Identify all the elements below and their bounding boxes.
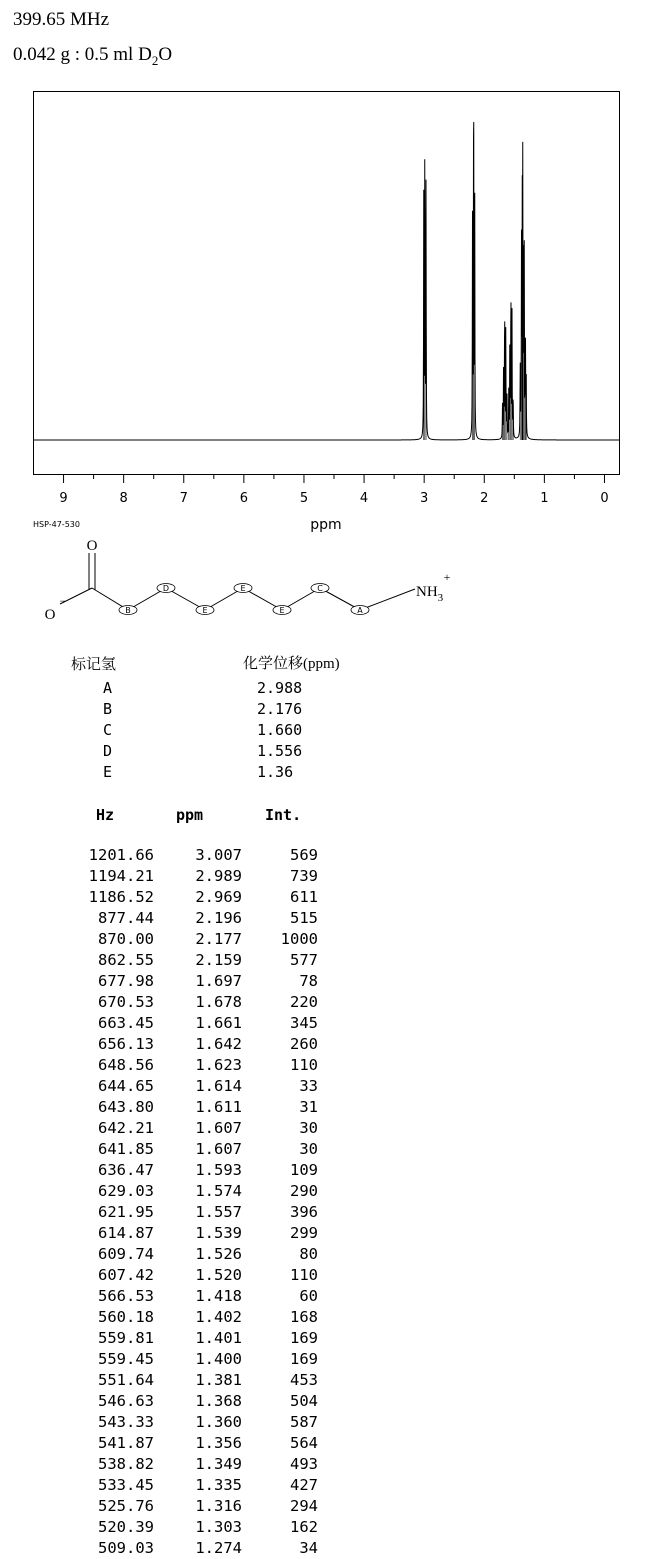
peak-int: 80 xyxy=(299,1245,318,1263)
peak-row xyxy=(0,1539,330,1559)
peak-hz: 636.47 xyxy=(98,1161,154,1179)
peak-ppm: 1.539 xyxy=(195,1224,242,1242)
x-tick-label: 2 xyxy=(480,491,489,506)
peak-ppm: 1.274 xyxy=(195,1539,242,1557)
peak-int: 504 xyxy=(290,1392,318,1410)
peak-int: 31 xyxy=(299,1098,318,1116)
sample-suffix: O xyxy=(158,44,173,65)
sample-subscript: 2 xyxy=(151,52,159,68)
peak-ppm: 2.159 xyxy=(195,951,242,969)
carbon-labels xyxy=(119,584,369,616)
peak-row xyxy=(0,909,330,929)
peak-row xyxy=(0,1371,330,1391)
peak-hz: 1194.21 xyxy=(88,867,154,885)
peak-row xyxy=(0,1224,330,1244)
peak-row xyxy=(0,1056,330,1076)
peak-ppm: 3.007 xyxy=(195,846,242,864)
peak-int: 294 xyxy=(290,1497,318,1515)
peak-int: 290 xyxy=(290,1182,318,1200)
peak-hz: 520.39 xyxy=(98,1518,154,1536)
peak-int: 110 xyxy=(290,1266,318,1284)
peak-ppm: 1.642 xyxy=(195,1035,242,1053)
peak-row xyxy=(0,1350,330,1370)
peak-row xyxy=(0,1434,330,1454)
peak-row xyxy=(0,1077,330,1097)
carbon-label: E xyxy=(279,606,285,615)
peak-ppm: 1.381 xyxy=(195,1371,242,1389)
peak-ppm: 1.611 xyxy=(195,1098,242,1116)
peak-row xyxy=(0,1476,330,1496)
peak-int: 33 xyxy=(299,1077,318,1095)
peak-int: 1000 xyxy=(280,930,318,948)
peak-hz: 559.45 xyxy=(98,1350,154,1368)
assignment-shift: 2.988 xyxy=(257,679,303,697)
peak-hz: 533.45 xyxy=(98,1476,154,1494)
peak-int: 220 xyxy=(290,993,318,1011)
peak-row xyxy=(0,867,330,887)
peak-int: 110 xyxy=(290,1056,318,1074)
x-tick-label: 4 xyxy=(359,491,369,506)
peak-ppm: 1.697 xyxy=(195,972,242,990)
peak-ppm: 1.335 xyxy=(195,1476,242,1494)
peak-ppm: 1.623 xyxy=(195,1056,242,1074)
peak-int: 169 xyxy=(290,1350,318,1368)
peak-int: 396 xyxy=(290,1203,318,1221)
peak-int: 30 xyxy=(299,1140,318,1158)
peak-hz: 543.33 xyxy=(98,1413,154,1431)
peak-hz: 541.87 xyxy=(98,1434,154,1452)
peak-ppm: 1.349 xyxy=(195,1455,242,1473)
peak-ppm: 1.607 xyxy=(195,1140,242,1158)
x-tick-label: 5 xyxy=(299,491,309,506)
peak-ppm: 1.574 xyxy=(195,1182,242,1200)
peak-ppm: 1.418 xyxy=(195,1287,242,1305)
peak-ppm: 1.557 xyxy=(195,1203,242,1221)
spectrometer-frequency: 399.65 MHz xyxy=(13,9,110,30)
peak-ppm: 1.368 xyxy=(195,1392,242,1410)
assignment-header-hydrogen: 标记氢 xyxy=(71,657,117,673)
peak-ppm: 2.989 xyxy=(195,867,242,885)
carbon-label: D xyxy=(162,584,170,593)
carboxylate-oxygen: O xyxy=(44,607,56,623)
peak-hz: 1201.66 xyxy=(88,846,154,864)
peak-row xyxy=(0,1161,330,1181)
x-tick-label: 1 xyxy=(540,491,549,506)
carbon-label: B xyxy=(125,606,131,615)
peak-row xyxy=(0,1014,330,1034)
assignment-label: C xyxy=(103,721,113,739)
assignment-label: E xyxy=(103,763,113,781)
peak-ppm: 1.356 xyxy=(195,1434,242,1452)
peak-row xyxy=(0,1329,330,1349)
ammonium-nh: NH xyxy=(416,584,438,600)
peak-row xyxy=(0,1455,330,1475)
peak-ppm: 1.402 xyxy=(195,1308,242,1326)
peak-int: 168 xyxy=(290,1308,318,1326)
x-tick-label: 8 xyxy=(119,491,128,506)
peak-hz: 525.76 xyxy=(98,1497,154,1515)
peak-hz: 559.81 xyxy=(98,1329,154,1347)
assignment-header-shift: 化学位移(ppm) xyxy=(243,656,340,672)
peak-row xyxy=(0,1035,330,1055)
x-axis xyxy=(59,475,608,507)
peak-int: 515 xyxy=(290,909,318,927)
peak-int: 30 xyxy=(299,1119,318,1137)
positive-charge: + xyxy=(443,570,451,584)
peak-row xyxy=(0,846,330,866)
peak-int: 169 xyxy=(290,1329,318,1347)
assignment-shift: 2.176 xyxy=(257,700,303,718)
peak-int: 34 xyxy=(299,1539,318,1557)
peak-ppm: 1.678 xyxy=(195,993,242,1011)
peak-int: 345 xyxy=(290,1014,318,1032)
peak-ppm: 1.401 xyxy=(195,1329,242,1347)
peak-row xyxy=(0,1287,330,1307)
peak-row xyxy=(0,1140,330,1160)
peak-row xyxy=(0,1245,330,1265)
peak-row xyxy=(0,1203,330,1223)
peak-hz: 546.63 xyxy=(98,1392,154,1410)
peak-row xyxy=(0,951,330,971)
peak-ppm: 1.360 xyxy=(195,1413,242,1431)
carbon-label: C xyxy=(317,584,323,593)
carbon-label: E xyxy=(202,606,208,615)
peak-ppm: 2.969 xyxy=(195,888,242,906)
peak-int: 569 xyxy=(290,846,318,864)
peak-int: 564 xyxy=(290,1434,318,1452)
peak-hz: 560.18 xyxy=(98,1308,154,1326)
peak-hz: 621.95 xyxy=(98,1203,154,1221)
x-tick-label: 7 xyxy=(179,491,188,506)
peak-ppm: 1.316 xyxy=(195,1497,242,1515)
carbon-label: A xyxy=(357,606,363,615)
peak-hz: 677.98 xyxy=(98,972,154,990)
peak-row xyxy=(0,930,330,950)
peak-ppm: 2.196 xyxy=(195,909,242,927)
sample-prefix: 0.042 g : 0.5 ml D xyxy=(13,44,152,65)
peak-ppm: 1.303 xyxy=(195,1518,242,1536)
peak-row xyxy=(0,1182,330,1202)
peak-hz: 862.55 xyxy=(98,951,154,969)
peak-marks xyxy=(424,128,526,440)
peak-row xyxy=(0,1392,330,1412)
peak-int: 577 xyxy=(290,951,318,969)
carbonyl-oxygen: O xyxy=(86,538,98,554)
peak-hz: 607.42 xyxy=(98,1266,154,1284)
x-tick-label: 6 xyxy=(239,491,248,506)
peak-row xyxy=(0,1266,330,1286)
peak-int: 299 xyxy=(290,1224,318,1242)
peak-row xyxy=(0,1308,330,1328)
peak-int: 611 xyxy=(290,888,318,906)
peak-hz: 648.56 xyxy=(98,1056,154,1074)
peak-hz: 877.44 xyxy=(98,909,154,927)
peak-hz: 1186.52 xyxy=(88,888,154,906)
peak-row xyxy=(0,1119,330,1139)
peak-row xyxy=(0,888,330,908)
x-tick-label: 3 xyxy=(420,491,429,506)
carbon-label: E xyxy=(240,584,246,593)
peak-int: 162 xyxy=(290,1518,318,1536)
peak-int: 260 xyxy=(290,1035,318,1053)
x-tick-label: 0 xyxy=(600,491,609,506)
peak-int: 453 xyxy=(290,1371,318,1389)
peak-row xyxy=(0,1098,330,1118)
ammonium-subscript: 3 xyxy=(437,592,444,604)
peak-ppm: 1.526 xyxy=(195,1245,242,1263)
assignment-label: A xyxy=(103,679,113,697)
x-tick-label: 9 xyxy=(59,491,68,506)
peak-int: 427 xyxy=(290,1476,318,1494)
plot-frame xyxy=(34,92,620,475)
peak-int: 587 xyxy=(290,1413,318,1431)
nmr-spectrum-chart xyxy=(0,0,652,540)
peak-hz: 566.53 xyxy=(98,1287,154,1305)
header-ppm: ppm xyxy=(176,806,204,824)
peak-hz: 614.87 xyxy=(98,1224,154,1242)
peak-ppm: 1.520 xyxy=(195,1266,242,1284)
peak-hz: 609.74 xyxy=(98,1245,154,1263)
peak-row xyxy=(0,972,330,992)
assignment-label: D xyxy=(103,742,113,760)
molecule-structure xyxy=(0,535,480,635)
header-int: Int. xyxy=(265,806,302,824)
peak-hz: 642.21 xyxy=(98,1119,154,1137)
spectrum-trace xyxy=(34,122,620,440)
peak-ppm: 1.607 xyxy=(195,1119,242,1137)
peak-ppm: 1.400 xyxy=(195,1350,242,1368)
peak-ppm: 1.614 xyxy=(195,1077,242,1095)
peak-row xyxy=(0,1413,330,1433)
peak-hz: 670.53 xyxy=(98,993,154,1011)
x-axis-label: ppm xyxy=(310,517,342,533)
negative-charge: − xyxy=(59,594,67,608)
peak-hz: 509.03 xyxy=(98,1539,154,1557)
peak-int: 109 xyxy=(290,1161,318,1179)
peak-hz: 538.82 xyxy=(98,1455,154,1473)
peak-int: 493 xyxy=(290,1455,318,1473)
peak-hz: 641.85 xyxy=(98,1140,154,1158)
peak-hz: 629.03 xyxy=(98,1182,154,1200)
peak-ppm: 1.593 xyxy=(195,1161,242,1179)
peak-int: 78 xyxy=(299,972,318,990)
peak-ppm: 2.177 xyxy=(195,930,242,948)
assignment-shift: 1.556 xyxy=(257,742,303,760)
peak-ppm: 1.661 xyxy=(195,1014,242,1032)
peak-hz: 656.13 xyxy=(98,1035,154,1053)
assignment-shift: 1.36 xyxy=(257,763,294,781)
assignment-label: B xyxy=(103,700,113,718)
peak-hz: 551.64 xyxy=(98,1371,154,1389)
peak-hz: 643.80 xyxy=(98,1098,154,1116)
ammonium-group xyxy=(416,584,444,604)
peak-row xyxy=(0,1497,330,1517)
peak-row xyxy=(0,1518,330,1538)
header-hz: Hz xyxy=(96,806,115,824)
peak-int: 739 xyxy=(290,867,318,885)
peak-hz: 870.00 xyxy=(98,930,154,948)
peak-hz: 644.65 xyxy=(98,1077,154,1095)
peak-row xyxy=(0,993,330,1013)
peak-hz: 663.45 xyxy=(98,1014,154,1032)
structure-bonds xyxy=(60,553,415,610)
assignment-shift: 1.660 xyxy=(257,721,303,739)
spectrum-code: HSP-47-530 xyxy=(33,520,80,529)
peak-int: 60 xyxy=(299,1287,318,1305)
